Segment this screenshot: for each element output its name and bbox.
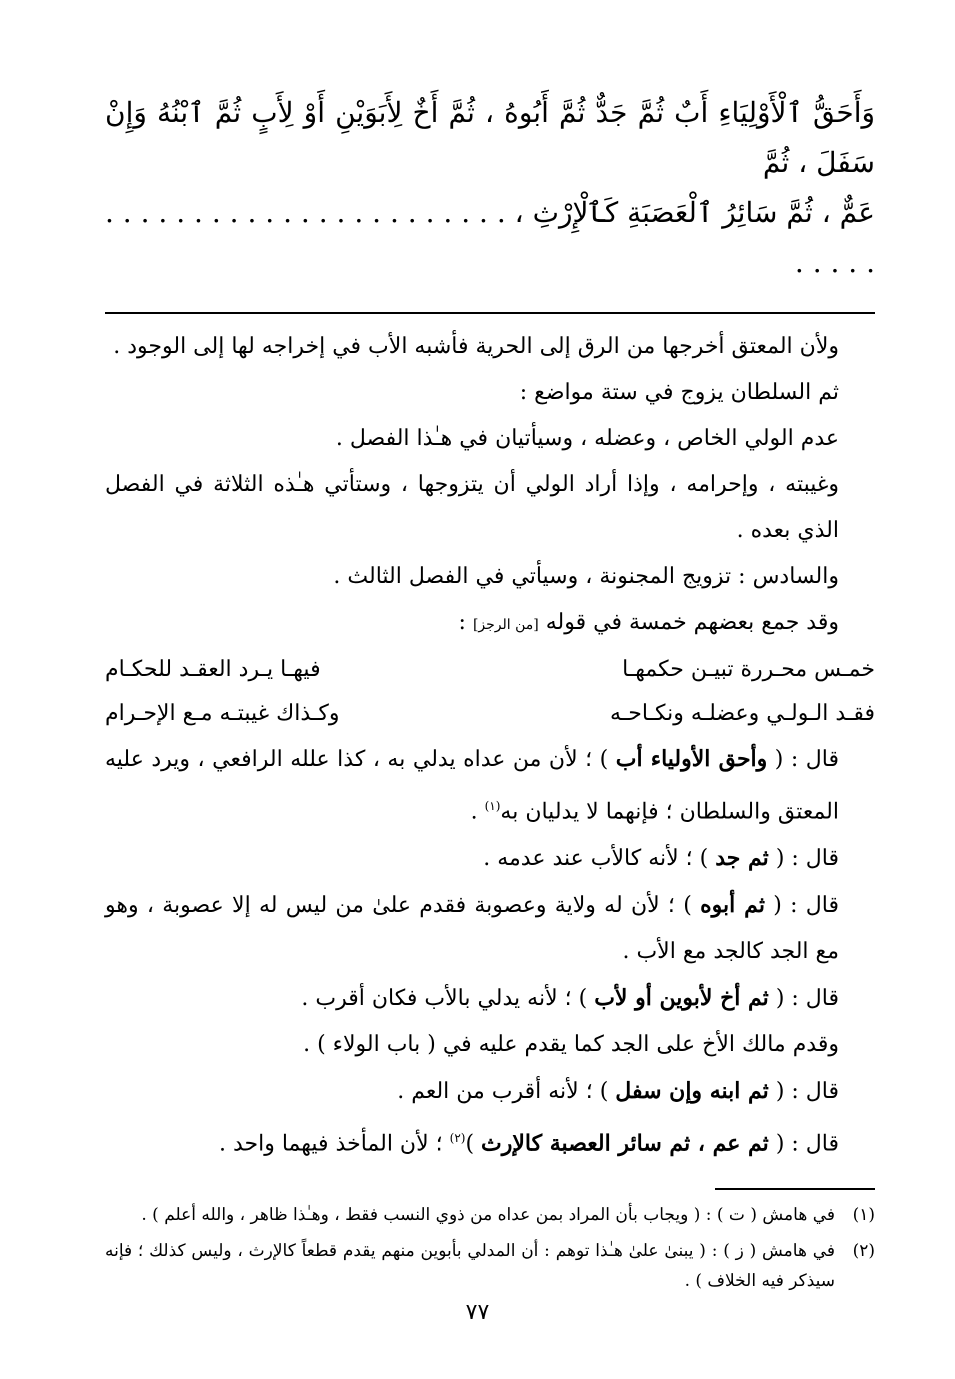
footnote <box>105 1236 875 1296</box>
main-text <box>105 88 875 288</box>
text-run: ) ؛ لأن من عداه يدلي به ، كذا علله الرافعي ، ويرد عليه المعتق والسلطان ؛ فإنهما لا يدليان به <box>105 747 839 825</box>
footnotes <box>105 1200 875 1296</box>
paragraph: ثم السلطان يزوج في ستة مواضع : <box>519 380 839 405</box>
main-text-segment: عَمٌّ ، ثُمَّ سَائِرُ ٱلْعَصَبَةِ كَٱلْإِرْثِ ، <box>514 196 875 229</box>
text-run: ) ؛ لأنه يدلي بالأب فكان أقرب . <box>301 986 588 1012</box>
text-run: قال : ( <box>775 986 839 1012</box>
verse-hemistich: فقـد الـولـي وعضلـه ونكـاحـه <box>610 701 875 726</box>
separator-line <box>105 312 875 314</box>
page-body <box>105 88 875 1302</box>
text-run: قال : ( <box>775 1079 839 1105</box>
paragraph <box>105 882 875 975</box>
paragraph: والسادس : تزويج المجنونة ، وسيأتي في الفصل الثالث . <box>333 564 839 589</box>
paragraph <box>105 600 875 648</box>
text-run: : <box>458 610 466 635</box>
footnote-text: في هامش ( ت ) : ( ويجاب بأن المراد بمن عداه من ذوي النسب فقط ، وهـٰذا ظاهر ، والله أعلم ) . <box>141 1204 835 1225</box>
paragraph <box>105 1068 875 1115</box>
text-run: قال : ( <box>775 1131 839 1157</box>
main-text-line <box>105 188 875 288</box>
quoted-matn: ثم ابنه وإن سفل <box>615 1078 769 1105</box>
text-run: . <box>470 799 478 825</box>
meter-note: [من الرجز] <box>472 617 539 633</box>
paragraph: وقدم مالك الأخ على الجد كما يقدم عليه في ( باب الولاء ) . <box>303 1032 839 1058</box>
paragraph <box>105 835 875 882</box>
text-run: ) ؛ لأنه كالأب عند عدمه . <box>483 846 709 872</box>
poem-verse <box>105 692 875 736</box>
text-run: قال : ( <box>773 893 840 919</box>
footnote <box>105 1200 875 1230</box>
footnote-ref: (٢) <box>449 1131 466 1146</box>
quoted-matn: ثم جد <box>715 845 769 872</box>
text-run: ) <box>465 1131 475 1157</box>
commentary <box>105 324 875 1168</box>
verse-hemistich: وكـذاك غيبتـه مـع الإحـرام <box>105 701 340 726</box>
text-run: ؛ لأن المأخذ فيهما واحد . <box>218 1131 443 1157</box>
text-run: ) ؛ لأن له ولاية وعصوبة فقدم علىٰ من ليس له إلا عصوبة ، وهو مع الجد كالجد مع الأب . <box>105 893 839 965</box>
dotted-leader: . . . . . . . . . . . . . . . . . . . . . . . . . . . . <box>105 196 875 279</box>
verse-hemistich: فيهـا يـرد العقـد للحكـام <box>105 657 321 682</box>
footnote-text: في هامش ( ز ) : ( يبنىٰ علىٰ هـٰذا توهم : أن المدلي بأبوين منهم يقدم قطعاً كالإرث ، وليس كذلك ؛ فإنه سيذكر فيه الخلاف ) . <box>105 1240 835 1291</box>
quoted-matn: ثم أبوه <box>700 892 765 919</box>
poem-verse <box>105 648 875 692</box>
quoted-matn: وأحق الأولياء أب <box>615 746 768 772</box>
paragraph <box>105 736 875 835</box>
footnote-separator <box>715 1188 875 1190</box>
text-run: قال : ( <box>775 846 839 872</box>
paragraph: ولأن المعتق أخرجها من الرق إلى الحرية فأشبه الأب في إخراجه لها إلى الوجود . <box>113 334 839 359</box>
paragraph: عدم الولي الخاص ، وعضله ، وسيأتيان في هـٰذا الفصل . <box>335 426 839 451</box>
page-number: ٧٧ <box>465 1300 490 1325</box>
footnote-ref: (١) <box>484 799 501 813</box>
paragraph: وغيبته ، وإحرامه ، وإذا أراد الولي أن يتزوجها ، وستأتي هـٰذه الثلاثة في الفصل الذي بعده . <box>105 472 839 543</box>
paragraph <box>105 975 875 1022</box>
quoted-matn: ثم أخ لأبوين أو لأب <box>594 985 769 1012</box>
footnote-number: (١) <box>852 1204 875 1225</box>
verse-hemistich: خمـس محـررة تبيـن حكمهـا <box>622 657 875 682</box>
main-text-line: وَأَحَقُّ ٱلْأَوْلِيَاءِ أَبٌ ثُمَّ جَدٌّ ثُمَّ أَبُوهُ ، ثُمَّ أَخٌ لِأَبَوَيْنِ أَوْ لِأَبٍ ثُمَّ ٱبْنُهُ وَإِنْ سَفَلَ ، ثُمَّ <box>105 96 875 179</box>
quoted-matn: ثم عم ، ثم سائر العصبة كالإرث <box>481 1130 769 1157</box>
text-run: قال : ( <box>774 747 840 772</box>
paragraph <box>105 1115 875 1167</box>
text-run: ) ؛ لأنه أقرب من العم . <box>397 1079 609 1105</box>
text-run: وقد جمع بعضهم خمسة في قوله <box>545 610 839 635</box>
footnote-number: (٢) <box>852 1240 875 1261</box>
